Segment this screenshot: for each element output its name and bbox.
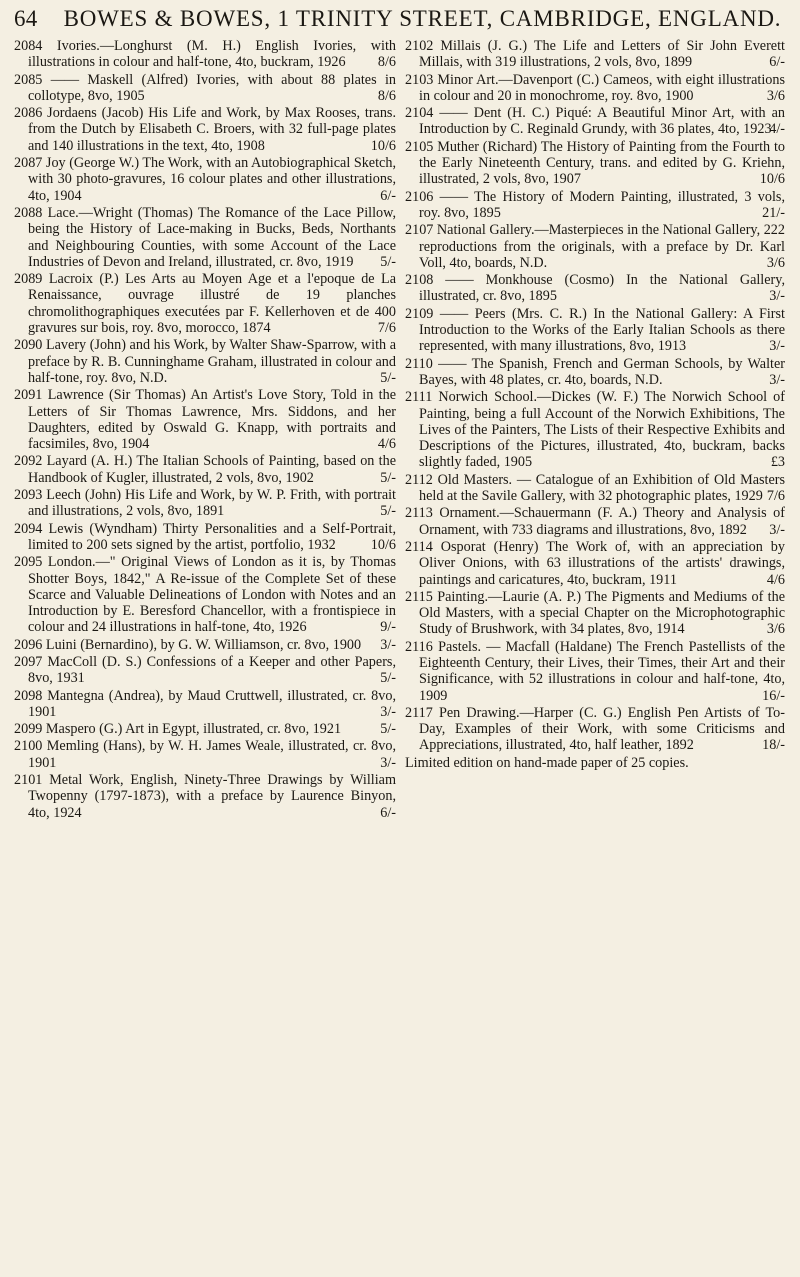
entry-text: 2093 Leech (John) His Life and Work, by W. P. Frith, with portrait and illustrations, 2 vols, 8vo, 1891 — [14, 487, 396, 520]
entry-text: 2095 London.—" Original Views of London as it is, by Thomas Shotter Boys, 1842," A Re-issue of the Complete Set of these Scarce and Valuable Delineations of London with Notes and an Introduction by E. Beresford Chancellor, with a frontispiece in colour and 24 illustrations in half-tone, 4to, 1926 — [14, 554, 396, 636]
entry-text: 2090 Lavery (John) and his Work, by Walter Shaw-Sparrow, with a preface by R. B. Cunninghame Graham, illustrated in colour and half-tone, roy. 8vo, N.D. — [14, 337, 396, 386]
entry-text: 2085 —— Maskell (Alfred) Ivories, with about 88 plates in collotype, 8vo, 1905 — [14, 71, 396, 104]
entry-text: 2084 Ivories.—Longhurst (M. H.) English Ivories, with illustrations in colour and half-tone, 4to, buckram, 1926 — [14, 38, 396, 71]
entry-price: 5/- — [380, 253, 396, 270]
catalogue-entry — [405, 472, 785, 505]
entry-text: 2112 Old Masters. — Catalogue of an Exhibition of Old Masters held at the Savile Gallery, with 32 photographic plates, 1929 — [405, 471, 785, 505]
entry-text: 2089 Lacroix (P.) Les Arts au Moyen Age et a l'epoque de La Renaissance, ouvrage illustré de 19 planches chromolithographiques executées par F. Kellerhoven et de 400 gravures sur bois, roy. 8vo, morocco, 1874 — [14, 271, 396, 337]
catalogue-entry — [14, 72, 396, 105]
entry-text: Limited edition on hand-made paper of 25 copies. — [405, 754, 689, 771]
columns — [14, 38, 786, 822]
page-title: BOWES & BOWES, 1 TRINITY STREET, CAMBRIDGE, ENGLAND. — [63, 6, 782, 31]
entry-text: 2104 —— Dent (H. C.) Piqué: A Beautiful Minor Art, with an Introduction by C. Reginald Grundy, with 36 plates, 4to, 1923 — [405, 105, 785, 138]
catalogue-entry — [14, 38, 396, 71]
entry-text: 2113 Ornament.—Schauermann (F. A.) Theory and Analysis of Ornament, with 733 diagrams and illustrations, 8vo, 1892 — [405, 505, 785, 538]
entry-text: 2103 Minor Art.—Davenport (C.) Cameos, with eight illustrations in colour and 20 in monochrome, roy. 8vo, 1900 — [405, 71, 785, 104]
catalogue-entry — [405, 189, 785, 222]
entry-price: 6/- — [380, 804, 396, 821]
entry-text: 2105 Muther (Richard) The History of Painting from the Fourth to the Early Nineteenth Century, trans. and edited by G. Kriehn, illustrated, 2 vols, 8vo, 1907 — [405, 138, 785, 188]
entry-price: 7/6 — [377, 320, 396, 337]
catalogue-entry — [14, 654, 396, 687]
entry-text: 2108 —— Monkhouse (Cosmo) In the National Gallery, illustrated, cr. 8vo, 1895 — [405, 272, 785, 305]
entry-price: 10/6 — [370, 536, 396, 553]
entry-price: 5/- — [380, 721, 396, 738]
entry-text: 2096 Luini (Bernardino), by G. W. Williamson, cr. 8vo, 1900 — [14, 636, 362, 653]
entry-text: 2094 Lewis (Wyndham) Thirty Personalities and a Self-Portrait, limited to 200 sets signed by the artist, portfolio, 1932 — [14, 520, 396, 553]
page-header — [14, 6, 786, 36]
entry-price: 4/6 — [377, 436, 396, 453]
catalogue-entry — [14, 721, 396, 737]
catalogue-entry — [405, 705, 785, 754]
catalogue-entry — [14, 738, 396, 771]
entry-price: 6/- — [380, 187, 396, 204]
entry-price: 3/- — [769, 371, 785, 388]
entry-price: 6/- — [769, 54, 785, 71]
entry-price: 3/- — [769, 521, 785, 538]
entry-price: 5/- — [380, 369, 396, 386]
catalogue-entry — [405, 105, 785, 138]
catalogue-entry — [14, 271, 396, 336]
entry-price: 3/- — [769, 288, 785, 305]
entry-price: 3/- — [380, 754, 396, 771]
catalogue-entry — [14, 387, 396, 452]
catalogue-entry — [14, 337, 396, 386]
catalogue-entry — [14, 688, 396, 721]
entry-price: 8/6 — [377, 87, 396, 104]
entry-price: 4/- — [769, 121, 785, 138]
entry-price: 5/- — [380, 503, 396, 520]
entry-text: 2109 —— Peers (Mrs. C. R.) In the National Gallery: A First Introduction to the Works of the Early Italian Schools as there represented, with many illustrations, 8vo, 1913 — [405, 305, 785, 355]
entry-text: 2088 Lace.—Wright (Thomas) The Romance of the Lace Pillow, being the History of Lace-making in Bucks, Beds, Northants and Neighbouring Counties, with some Account of the Lace Industries of Devon and Ireland, illustrated, cr. 8vo, 1919 — [14, 204, 396, 270]
entry-text: 2092 Layard (A. H.) The Italian Schools of Painting, based on the Handbook of Kugler, illustrated, 2 vols, 8vo, 1902 — [14, 453, 396, 486]
entry-text: 2115 Painting.—Laurie (A. P.) The Pigments and Mediums of the Old Masters, with a special Chapter on the Microphotographic Study of Brushwork, with 34 plates, 8vo, 1914 — [405, 588, 785, 638]
entry-text: 2114 Osporat (Henry) The Work of, with an appreciation by Oliver Onions, with 63 illustrations of the artists' drawings, paintings and caricatures, 4to, buckram, 1911 — [405, 538, 785, 588]
entry-text: 2116 Pastels. — Macfall (Haldane) The French Pastellists of the Eighteenth Century, their Lives, their Times, their Art and their Significance, with 52 illustrations in colour and half-tone, 4to, 1909 — [405, 638, 785, 704]
entry-text: 2101 Metal Work, English, Ninety-Three Drawings by William Twopenny (1797-1873), with a preface by Laurence Binyon, 4to, 1924 — [14, 772, 396, 821]
catalogue-entry — [405, 72, 785, 105]
entry-price: 21/- — [762, 204, 785, 221]
entry-price: 8/6 — [377, 54, 396, 71]
catalogue-entry — [405, 505, 785, 538]
entry-price: 4/6 — [766, 571, 785, 588]
entry-price: 10/6 — [759, 171, 785, 188]
entry-text: 2117 Pen Drawing.—Harper (C. G.) English Pen Artists of To-Day, Examples of their Work, with some Criticisms and Appreciations, illustrated, 4to, half leather, 1892 — [405, 704, 785, 754]
entry-price: 7/6 — [766, 488, 785, 505]
entry-text: 2102 Millais (J. G.) The Life and Letters of Sir John Everett Millais, with 319 illustrations, 2 vols, 8vo, 1899 — [405, 38, 785, 71]
catalogue-entry — [14, 554, 396, 635]
catalogue-entry — [405, 356, 785, 389]
entry-price: 18/- — [762, 737, 785, 754]
entry-text: 2098 Mantegna (Andrea), by Maud Cruttwell, illustrated, cr. 8vo, 1901 — [14, 687, 396, 720]
entry-text: 2107 National Gallery.—Masterpieces in the National Gallery, 222 reproductions from the originals, with a preface by Dr. Karl Voll, 4to, boards, N.D. — [405, 222, 785, 271]
catalogue-entry — [405, 139, 785, 188]
catalogue-entry — [405, 38, 785, 71]
catalogue-entry — [405, 639, 785, 704]
entry-text: 2099 Maspero (G.) Art in Egypt, illustrated, cr. 8vo, 1921 — [14, 721, 342, 738]
entry-price: 10/6 — [370, 137, 396, 154]
catalogue-entry — [14, 487, 396, 520]
catalogue-entry — [405, 306, 785, 355]
catalogue-entry — [405, 589, 785, 638]
catalogue-entry — [14, 453, 396, 486]
entry-price: 3/6 — [766, 87, 785, 104]
entry-text: 2100 Memling (Hans), by W. H. James Weale, illustrated, cr. 8vo, 1901 — [14, 738, 396, 771]
entry-price: 3/6 — [766, 254, 785, 271]
entry-text: 2106 —— The History of Modern Painting, illustrated, 3 vols, roy. 8vo, 1895 — [405, 188, 785, 221]
entry-text: 2086 Jordaens (Jacob) His Life and Work, by Max Rooses, trans. from the Dutch by Elisabeth C. Broers, with 32 full-page plates and 140 illustrations in the text, 4to, 1908 — [14, 105, 396, 154]
catalogue-entry — [14, 637, 396, 653]
entry-text: 2097 MacColl (D. S.) Confessions of a Keeper and other Papers, 8vo, 1931 — [14, 653, 396, 687]
left-column — [14, 38, 396, 822]
catalogue-entry — [405, 222, 785, 271]
catalogue-entry — [14, 772, 396, 821]
entry-price: 5/- — [380, 469, 396, 486]
entry-price: 5/- — [380, 670, 396, 687]
catalogue-entry — [405, 755, 785, 771]
catalogue-entry — [405, 272, 785, 305]
entry-text: 2111 Norwich School.—Dickes (W. F.) The Norwich School of Painting, being a full Account of the Norwich Exhibitions, The Lives of the Painters, The Lists of their Respective Exhibits and Descriptions of the Pictures, illustrated, 4to, buckram, backs slightly faded, 1905 — [405, 389, 785, 471]
entry-price: 3/6 — [766, 621, 785, 638]
catalogue-entry — [14, 205, 396, 270]
entry-price: 9/- — [380, 619, 396, 636]
catalogue-entry — [14, 521, 396, 554]
entry-text: 2087 Joy (George W.) The Work, with an Autobiographical Sketch, with 30 photo-gravures, 16 colour plates and other illustrations, 4to, 1904 — [14, 155, 396, 204]
entry-price: 3/- — [380, 703, 396, 720]
entry-text: 2091 Lawrence (Sir Thomas) An Artist's Love Story, Told in the Letters of Sir Thomas Lawrence, Mrs. Siddons, and her Daughters, edited by Oswald G. Knapp, with portraits and facsimiles, 8vo, 1904 — [14, 387, 396, 453]
page-number: 64 — [14, 6, 38, 31]
catalogue-entry — [14, 105, 396, 154]
catalogue-entry — [14, 155, 396, 204]
right-column — [405, 38, 785, 822]
catalogue-entry — [405, 389, 785, 470]
entry-price: 3/- — [380, 636, 396, 653]
entry-text: 2110 —— The Spanish, French and German Schools, by Walter Bayes, with 48 plates, cr. 4to, boards, N.D. — [405, 355, 785, 388]
catalogue-entry — [405, 539, 785, 588]
entry-price: 16/- — [762, 687, 785, 704]
entry-price: 3/- — [769, 338, 785, 355]
